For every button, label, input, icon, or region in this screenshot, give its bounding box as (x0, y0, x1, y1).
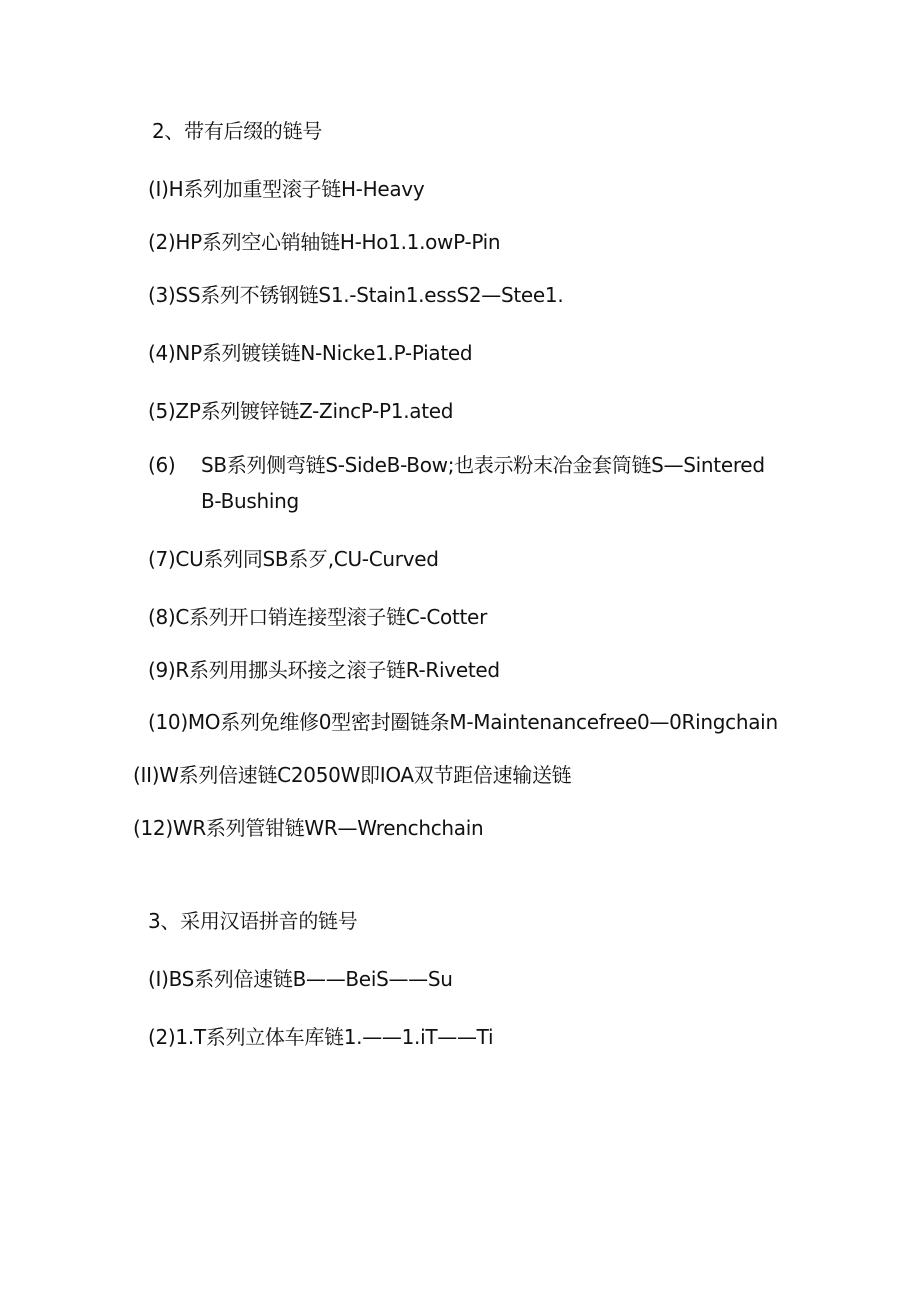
list-item-12: (12)WR系列管钳链WR—Wrenchchain (133, 816, 484, 840)
list-item-6-number: (6) (148, 453, 176, 477)
list-item-3: (3)SS系列不锈钢链S1.-Stain1.essS2—Stee1. (148, 283, 564, 307)
list-item-4: (4)NP系列镀镁链N-Nicke1.P-Piated (148, 341, 473, 365)
list-item-9: (9)R系列用挪头环接之滚子链R-Riveted (148, 658, 500, 682)
section-2-heading: 2、带有后缀的链号 (152, 119, 323, 143)
section-3-heading: 3、采用汉语拼音的链号 (148, 909, 358, 933)
pinyin-item-1: (I)BS系列倍速链B——BeiS——Su (148, 967, 453, 991)
list-item-6-line1: SB系列侧弯链S-SideB-Bow;也表示粉末冶金套筒链S—Sintered (201, 453, 765, 477)
list-item-6-line2: B-Bushing (201, 489, 299, 513)
list-item-11: (II)W系列倍速链C2050W即IOA双节距倍速输送链 (133, 763, 572, 787)
list-item-8: (8)C系列开口销连接型滚子链C-Cotter (148, 605, 487, 629)
list-item-10: (10)MO系列免维修0型密封圈链条M-Maintenancefree0—0Ringchain (148, 710, 778, 734)
list-item-1: (I)H系列加重型滚子链H-Heavy (148, 177, 425, 201)
pinyin-item-2: (2)1.T系列立体车库链1.——1.iT——Ti (148, 1025, 494, 1049)
list-item-7: (7)CU系列同SB系歹,CU-Curved (148, 547, 439, 571)
list-item-5: (5)ZP系列镀锌链Z-ZincP-P1.ated (148, 399, 454, 423)
list-item-2: (2)HP系列空心销轴链H-Ho1.1.owP-Pin (148, 230, 501, 254)
